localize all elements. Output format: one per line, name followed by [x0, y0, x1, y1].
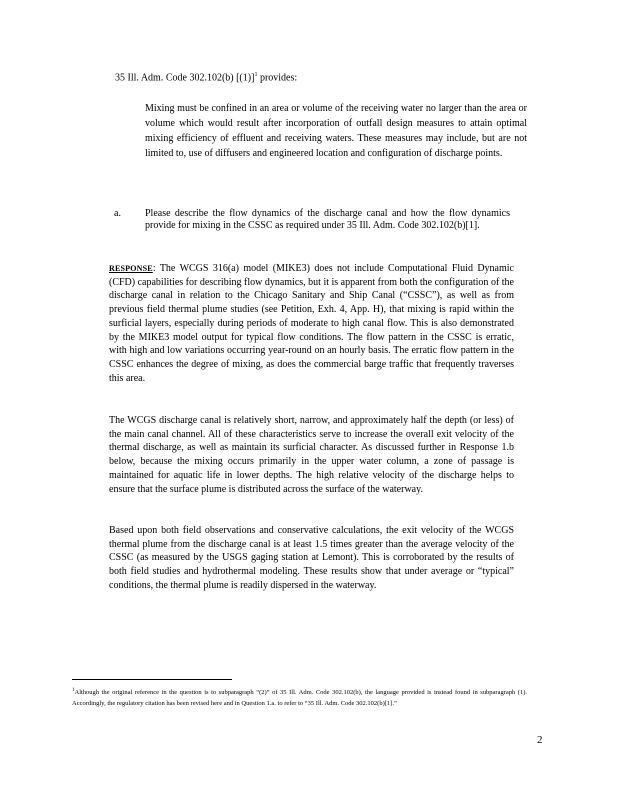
response-paragraph-1 — [109, 262, 514, 385]
response-heading: RESPONSE — [109, 264, 153, 273]
footnote — [72, 685, 527, 709]
footnote-divider — [72, 679, 232, 680]
question-label: a. — [114, 208, 121, 219]
intro-citation — [115, 72, 297, 83]
regulation-quote: Mixing must be confined in an area or volume of the receiving water no larger than the area or volume which would result after incorporation of outfall design measures to attain optimal mixing efficiency of effluent and receiving waters. These measures may include, but are not limited to, use of diffusers and engineered location and configuration of discharge points. — [145, 103, 527, 159]
response-paragraph-2: The WCGS discharge canal is relatively short, narrow, and approximately half the depth (or less) of the main canal channel. All of these characteristics serve to increase the overall exit velocity of the thermal discharge, as well as maintain its surficial character. As discussed further in Response 1.b below, because the mixing occurs primarily in the upper water column, a zone of passage is maintained for aquatic life in lower depths. The high relative velocity of the discharge helps to ensure that the surface plume is distributed across the surface of the waterway. — [109, 415, 514, 495]
footnote-text: Although the original reference in the question is to subparagraph “(2)” of 35 Ill. Adm. Code 302.102(b), the language provided is instead found in subparagraph (1). Accordingly, the regulatory citation has been revised here and in Question 1.a. to refer to “35 Ill. Adm. Code 302.102(b)[1].” — [72, 689, 527, 708]
footnote-marker: 1 — [72, 688, 75, 693]
question-text: Please describe the flow dynamics of the discharge canal and how the flow dynamics provide for mixing in the CSSC as required under 35 Ill. Adm. Code 302.102(b)[1]. — [145, 208, 510, 231]
response-paragraph-1-text: : The WCGS 316(a) model (MIKE3) does not include Computational Fluid Dynamic (CFD) capabilities for describing flow dynamics, but it is apparent from both the configuration of the discharge canal in relation to the Chicago Sanitary and Ship Canal (“CSSC”), as well as from previous field thermal plume studies (see Petition, Exh. 4, App. H), that mixing is rapid within the surficial layers, especially during periods of moderate to high canal flow. This is also demonstrated by the MIKE3 model output for typical flow conditions. The flow pattern in the CSSC is erratic, with high and low variations occurring year-round on an hourly basis. The erratic flow pattern in the CSSC enhances the degree of mixing, as does the commercial barge traffic that frequently traverses this area. — [109, 263, 514, 384]
footnote-ref-marker: 1 — [254, 72, 258, 78]
intro-provides: provides: — [257, 72, 298, 84]
intro-citation-text: 35 Ill. Adm. Code 302.102(b) [(1)] — [115, 72, 255, 84]
response-paragraph-3: Based upon both field observations and conservative calculations, the exit velocity of the WCGS thermal plume from the discharge canal is at least 1.5 times greater than the average velocity of the CSSC (as measured by the USGS gaging station at Lemont). This is corroborated by the results of both field studies and hydrothermal modeling. These results show that under average or “typical” conditions, the thermal plume is readily dispersed in the waterway. — [109, 525, 514, 591]
page-number: 2 — [537, 734, 543, 746]
